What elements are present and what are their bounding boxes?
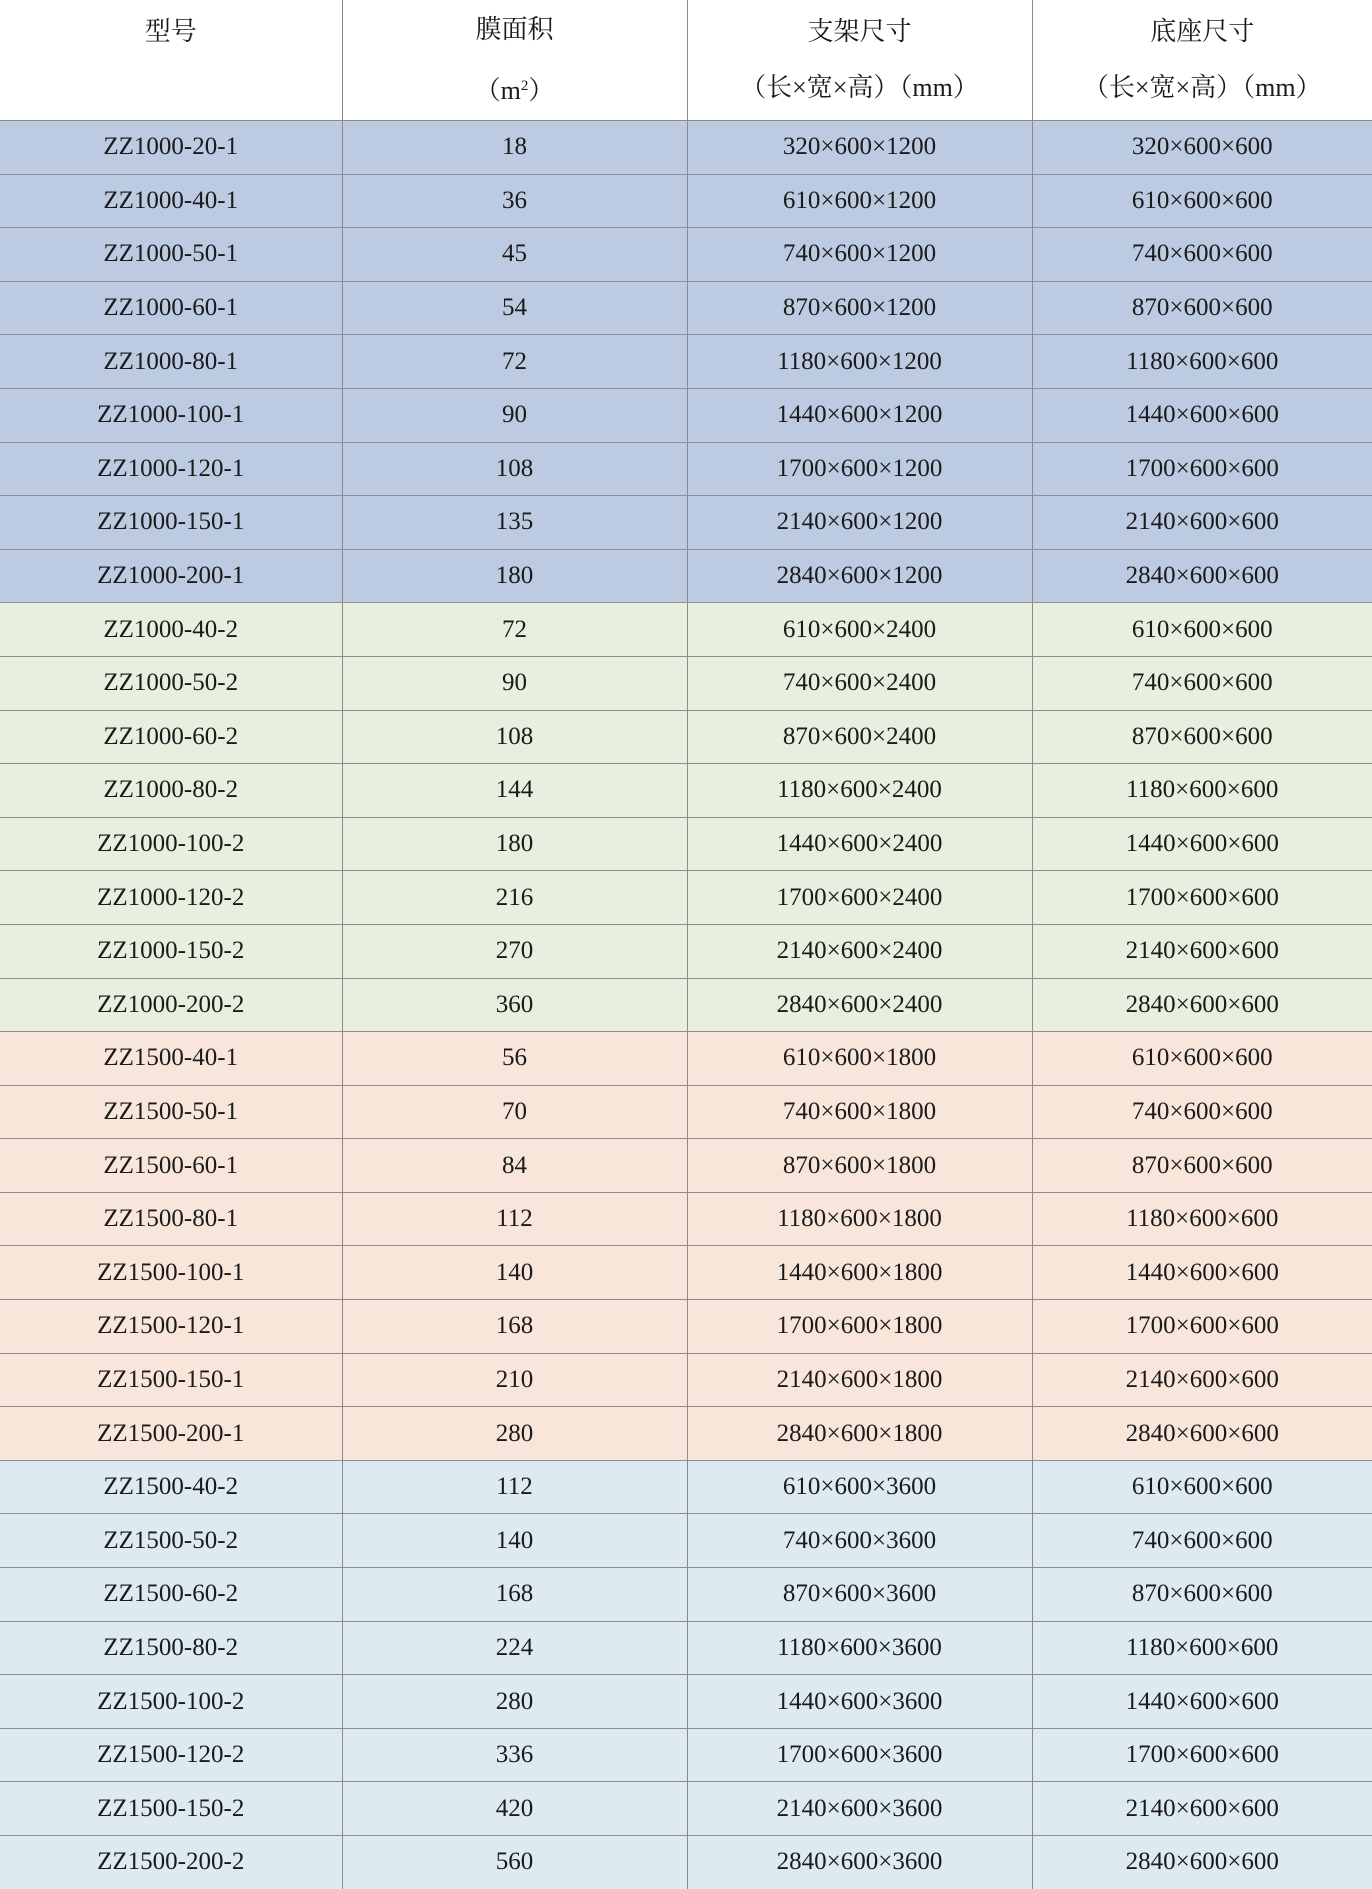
area-cell: 112: [342, 1460, 687, 1514]
header-row: [0, 0, 1372, 121]
model-cell: ZZ1000-120-1: [0, 442, 342, 496]
table-row: [0, 1353, 1372, 1407]
model-cell: ZZ1500-50-2: [0, 1514, 342, 1568]
model-cell: ZZ1000-50-1: [0, 228, 342, 282]
base-size-cell: 610×600×600: [1032, 174, 1372, 228]
base-size-cell: 740×600×600: [1032, 1514, 1372, 1568]
model-cell: ZZ1000-150-1: [0, 496, 342, 550]
base-size-cell: 2140×600×600: [1032, 496, 1372, 550]
frame-size-cell: 740×600×1200: [687, 228, 1032, 282]
table-header: [0, 0, 1372, 121]
model-cell: ZZ1500-150-1: [0, 1353, 342, 1407]
model-cell: ZZ1500-40-1: [0, 1032, 342, 1086]
table-row: [0, 1139, 1372, 1193]
header-area-unit: $(m^2)$: [343, 69, 687, 108]
frame-size-cell: 2840×600×1800: [687, 1407, 1032, 1461]
table-row: [0, 924, 1372, 978]
area-cell: 45: [342, 228, 687, 282]
base-size-cell: 1700×600×600: [1032, 1300, 1372, 1354]
table-row: [0, 174, 1372, 228]
frame-size-cell: 1180×600×1200: [687, 335, 1032, 389]
model-cell: ZZ1000-150-2: [0, 924, 342, 978]
model-cell: ZZ1500-80-2: [0, 1621, 342, 1675]
frame-size-cell: 1700×600×1200: [687, 442, 1032, 496]
area-cell: 90: [342, 388, 687, 442]
header-frame-label: 支架尺寸: [688, 15, 1032, 49]
base-size-cell: 740×600×600: [1032, 1085, 1372, 1139]
area-cell: 140: [342, 1514, 687, 1568]
table-row: [0, 1514, 1372, 1568]
frame-size-cell: 610×600×2400: [687, 603, 1032, 657]
table-row: [0, 1300, 1372, 1354]
base-size-cell: 1180×600×600: [1032, 1192, 1372, 1246]
frame-size-cell: 870×600×1200: [687, 281, 1032, 335]
header-base-label: 底座尺寸: [1033, 15, 1372, 49]
table-row: [0, 1192, 1372, 1246]
area-cell: 84: [342, 1139, 687, 1193]
model-cell: ZZ1000-200-2: [0, 978, 342, 1032]
table-row: [0, 121, 1372, 175]
area-cell: 72: [342, 335, 687, 389]
base-size-cell: 740×600×600: [1032, 656, 1372, 710]
area-cell: 54: [342, 281, 687, 335]
table-row: [0, 656, 1372, 710]
model-cell: ZZ1500-100-2: [0, 1675, 342, 1729]
base-size-cell: 320×600×600: [1032, 121, 1372, 175]
frame-size-cell: 2140×600×1800: [687, 1353, 1032, 1407]
table-row: [0, 1675, 1372, 1729]
model-cell: ZZ1500-200-2: [0, 1836, 342, 1889]
model-cell: ZZ1500-120-1: [0, 1300, 342, 1354]
table-row: [0, 1836, 1372, 1889]
area-cell: 180: [342, 549, 687, 603]
frame-size-cell: 1700×600×3600: [687, 1728, 1032, 1782]
model-cell: ZZ1000-120-2: [0, 871, 342, 925]
model-cell: ZZ1500-150-2: [0, 1782, 342, 1836]
frame-size-cell: 2140×600×1200: [687, 496, 1032, 550]
area-cell: 270: [342, 924, 687, 978]
base-size-cell: 870×600×600: [1032, 281, 1372, 335]
base-size-cell: 1180×600×600: [1032, 764, 1372, 818]
area-cell: 280: [342, 1407, 687, 1461]
frame-size-cell: 610×600×1800: [687, 1032, 1032, 1086]
header-frame-unit: （长×宽×高）（mm）: [688, 71, 1032, 105]
base-size-cell: 2840×600×600: [1032, 1407, 1372, 1461]
table-row: [0, 228, 1372, 282]
base-size-cell: 2840×600×600: [1032, 1836, 1372, 1889]
model-cell: ZZ1500-40-2: [0, 1460, 342, 1514]
model-cell: ZZ1500-50-1: [0, 1085, 342, 1139]
model-cell: ZZ1000-80-2: [0, 764, 342, 818]
model-cell: ZZ1000-200-1: [0, 549, 342, 603]
table-row: [0, 549, 1372, 603]
model-cell: ZZ1000-40-2: [0, 603, 342, 657]
base-size-cell: 610×600×600: [1032, 1032, 1372, 1086]
area-cell: 336: [342, 1728, 687, 1782]
model-cell: ZZ1000-50-2: [0, 656, 342, 710]
base-size-cell: 870×600×600: [1032, 1568, 1372, 1622]
model-cell: ZZ1500-60-2: [0, 1568, 342, 1622]
base-size-cell: 1440×600×600: [1032, 1675, 1372, 1729]
table-body: [0, 121, 1372, 1889]
model-cell: ZZ1000-80-1: [0, 335, 342, 389]
header-model-label: 型号: [0, 15, 342, 49]
model-cell: ZZ1000-60-2: [0, 710, 342, 764]
frame-size-cell: 2140×600×2400: [687, 924, 1032, 978]
table-row: [0, 1728, 1372, 1782]
area-cell: 360: [342, 978, 687, 1032]
frame-size-cell: 1440×600×1800: [687, 1246, 1032, 1300]
base-size-cell: 1440×600×600: [1032, 817, 1372, 871]
table-row: [0, 335, 1372, 389]
table-row: [0, 1568, 1372, 1622]
area-cell: 210: [342, 1353, 687, 1407]
header-frame-size: [687, 0, 1032, 121]
area-cell: 168: [342, 1568, 687, 1622]
frame-size-cell: 870×600×2400: [687, 710, 1032, 764]
header-base-size: [1032, 0, 1372, 121]
base-size-cell: 1700×600×600: [1032, 871, 1372, 925]
table-row: [0, 442, 1372, 496]
base-size-cell: 610×600×600: [1032, 603, 1372, 657]
frame-size-cell: 740×600×1800: [687, 1085, 1032, 1139]
table-row: [0, 1460, 1372, 1514]
table-row: [0, 1621, 1372, 1675]
area-cell: 168: [342, 1300, 687, 1354]
model-cell: ZZ1000-100-1: [0, 388, 342, 442]
table-row: [0, 496, 1372, 550]
frame-size-cell: 2840×600×3600: [687, 1836, 1032, 1889]
area-cell: 135: [342, 496, 687, 550]
area-cell: 56: [342, 1032, 687, 1086]
frame-size-cell: 610×600×1200: [687, 174, 1032, 228]
table-row: [0, 710, 1372, 764]
base-size-cell: 2140×600×600: [1032, 1782, 1372, 1836]
frame-size-cell: 2840×600×2400: [687, 978, 1032, 1032]
table-row: [0, 1085, 1372, 1139]
frame-size-cell: 740×600×3600: [687, 1514, 1032, 1568]
table-row: [0, 1246, 1372, 1300]
model-cell: ZZ1500-200-1: [0, 1407, 342, 1461]
base-size-cell: 1180×600×600: [1032, 1621, 1372, 1675]
frame-size-cell: 740×600×2400: [687, 656, 1032, 710]
frame-size-cell: 1180×600×2400: [687, 764, 1032, 818]
header-membrane-area: [342, 0, 687, 121]
area-cell: 18: [342, 121, 687, 175]
model-cell: ZZ1500-120-2: [0, 1728, 342, 1782]
area-cell: 560: [342, 1836, 687, 1889]
model-cell: ZZ1000-100-2: [0, 817, 342, 871]
frame-size-cell: 2140×600×3600: [687, 1782, 1032, 1836]
base-size-cell: 870×600×600: [1032, 710, 1372, 764]
model-cell: ZZ1000-20-1: [0, 121, 342, 175]
table-row: [0, 1407, 1372, 1461]
frame-size-cell: 1440×600×2400: [687, 817, 1032, 871]
base-size-cell: 610×600×600: [1032, 1460, 1372, 1514]
model-cell: ZZ1500-60-1: [0, 1139, 342, 1193]
model-cell: ZZ1000-40-1: [0, 174, 342, 228]
frame-size-cell: 1440×600×1200: [687, 388, 1032, 442]
base-size-cell: 2840×600×600: [1032, 978, 1372, 1032]
header-area-label: 膜面积: [343, 13, 687, 47]
frame-size-cell: 1180×600×1800: [687, 1192, 1032, 1246]
area-cell: 140: [342, 1246, 687, 1300]
frame-size-cell: 1700×600×1800: [687, 1300, 1032, 1354]
frame-size-cell: 610×600×3600: [687, 1460, 1032, 1514]
area-cell: 280: [342, 1675, 687, 1729]
area-cell: 112: [342, 1192, 687, 1246]
area-cell: 216: [342, 871, 687, 925]
table-row: [0, 388, 1372, 442]
area-cell: 180: [342, 817, 687, 871]
table-row: [0, 281, 1372, 335]
area-cell: 144: [342, 764, 687, 818]
area-cell: 420: [342, 1782, 687, 1836]
model-cell: ZZ1500-100-1: [0, 1246, 342, 1300]
base-size-cell: 1700×600×600: [1032, 1728, 1372, 1782]
table-row: [0, 1032, 1372, 1086]
table-row: [0, 603, 1372, 657]
model-cell: ZZ1000-60-1: [0, 281, 342, 335]
base-size-cell: 2840×600×600: [1032, 549, 1372, 603]
model-cell: ZZ1500-80-1: [0, 1192, 342, 1246]
area-cell: 70: [342, 1085, 687, 1139]
header-model: [0, 0, 342, 121]
area-cell: 108: [342, 442, 687, 496]
base-size-cell: 1440×600×600: [1032, 388, 1372, 442]
base-size-cell: 870×600×600: [1032, 1139, 1372, 1193]
area-cell: 72: [342, 603, 687, 657]
base-size-cell: 740×600×600: [1032, 228, 1372, 282]
table-row: [0, 978, 1372, 1032]
frame-size-cell: 1180×600×3600: [687, 1621, 1032, 1675]
frame-size-cell: 870×600×1800: [687, 1139, 1032, 1193]
base-size-cell: 2140×600×600: [1032, 924, 1372, 978]
table-row: [0, 817, 1372, 871]
area-cell: 90: [342, 656, 687, 710]
area-cell: 36: [342, 174, 687, 228]
base-size-cell: 1700×600×600: [1032, 442, 1372, 496]
table-row: [0, 1782, 1372, 1836]
base-size-cell: 1440×600×600: [1032, 1246, 1372, 1300]
table-row: [0, 764, 1372, 818]
frame-size-cell: 2840×600×1200: [687, 549, 1032, 603]
frame-size-cell: 1700×600×2400: [687, 871, 1032, 925]
header-base-unit: （长×宽×高）（mm）: [1033, 71, 1372, 105]
base-size-cell: 1180×600×600: [1032, 335, 1372, 389]
frame-size-cell: 870×600×3600: [687, 1568, 1032, 1622]
area-cell: 224: [342, 1621, 687, 1675]
area-cell: 108: [342, 710, 687, 764]
table-row: [0, 871, 1372, 925]
frame-size-cell: 320×600×1200: [687, 121, 1032, 175]
frame-size-cell: 1440×600×3600: [687, 1675, 1032, 1729]
base-size-cell: 2140×600×600: [1032, 1353, 1372, 1407]
